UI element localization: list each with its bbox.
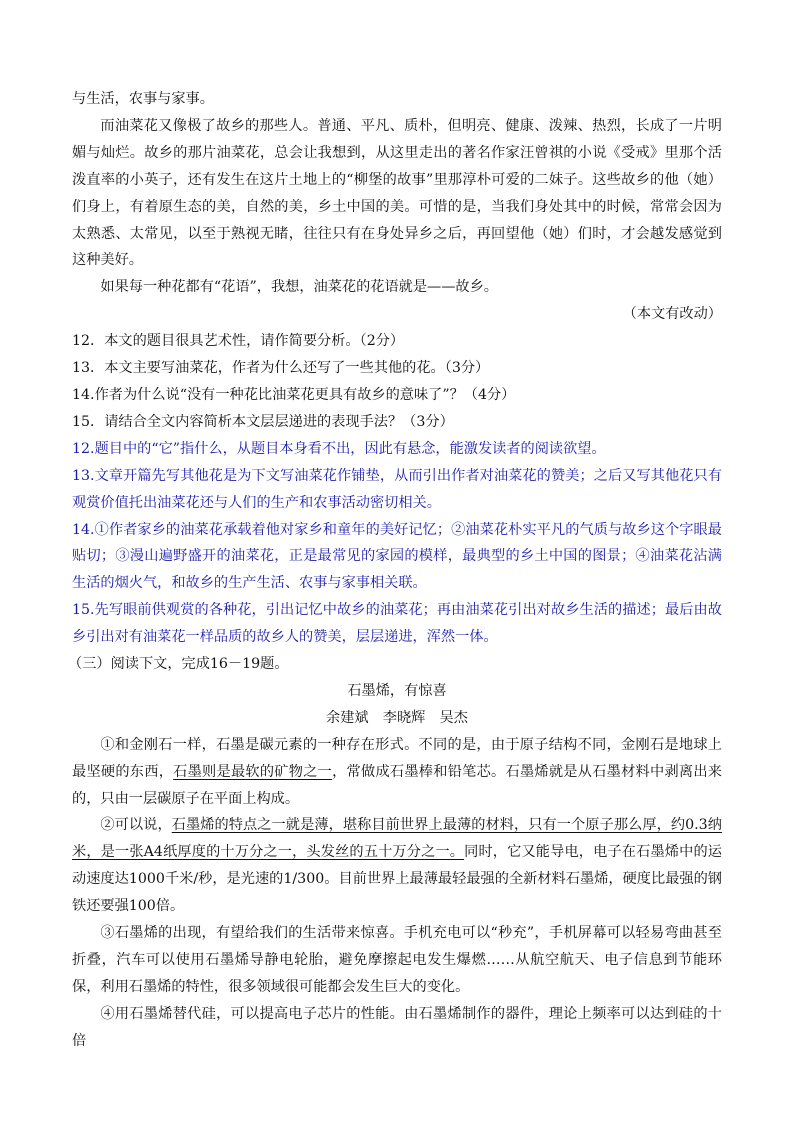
answer-12: 12.题目中的“它”指什么，从题目本身看不出，因此有悬念，能激发读者的阅读欲望。 [72,440,606,457]
paragraph-3: ③石墨烯的出现，有望给我们的生活带来惊喜。手机充电可以“秒充”，手机屏幕可以轻易弯曲甚至折叠，汽车可以使用石墨烯导静电轮胎，避免摩擦起电发生爆燃……从航空航天、电子信息到节能环保，利用石墨烯的特性，很多领域很可能都会发生巨大的变化。 [72,925,722,995]
paragraph: 如果每一种花都有“花语”，我想，油菜花的花语就是——故乡。 [100,279,498,296]
revision-note: （本文有改动） [622,306,722,323]
text: ，常做成石墨棒和铅笔芯。石墨烯就是从石墨材料中剥离出来的，只由一层碳原子在平面上构成。 [72,763,722,807]
answer-14: 14.①作者家乡的油菜花承载着他对家乡和童年的美好记忆；②油菜花朴实平凡的气质与故乡这个字眼最贴切；③漫山遍野盛开的油菜花，正是最常见的家园的模样，最典型的乡土中国的图景；④油菜花沾满生活的烟火气，和故乡的生产生活、农事与家事相关联。 [72,521,722,592]
text-continuation: 与生活，农事与家事。 [72,91,214,107]
question-13: 13．本文主要写油菜花，作者为什么还写了一些其他的花。（3分） [72,360,490,377]
article-title: 石墨烯，有惊喜 [347,682,447,699]
paragraph-2 [72,812,722,920]
text: ①和金刚石一样，石墨是碳元素的一种存在形式。不同的是，由于原子结构不同，金刚石是地球上最坚硬的东西， [72,736,722,780]
paragraph: 而油菜花又像极了故乡的那些人。普通、平凡、质朴，但明亮、健康、泼辣、热烈，长成了一片明媚与灿烂。故乡的那片油菜花，总会让我想到，从这里走出的著名作家汪曾祺的小说《受戒》里那个活泼直率的小英子，还有发生在这片土地上的“柳堡的故事”里那淳朴可爱的二妹子。这些故乡的他（她）们身上，有着原生态的美，自然的美，乡土中国的美。可惜的是，当我们身处其中的时候，常常会因为太熟悉、太常见，以至于熟视无睹，往往只有在身处异乡之后，再回望他（她）们时，才会越发感觉到这种美好。 [72,117,722,269]
text: 同时，它又能导电，电子在石墨烯中的运动速度达1000千米/秒，是光速的1/300。目前世界上最薄最轻最强的全新材料石墨烯，硬度比最强的钢铁还要强100倍。 [72,844,722,915]
answer-15: 15.先写眼前供观赏的各种花，引出记忆中故乡的油菜花；再由油菜花引出对故乡生活的描述；最后由故乡引出对有油菜花一样品质的故乡人的赞美，层层递进，浑然一体。 [72,602,722,646]
answer-13: 13.文章开篇先写其他花是为下文写油菜花作铺垫，从而引出作者对油菜花的赞美；之后又写其他花只有观赏价值托出油菜花还与人们的生产和农事活动密切相关。 [72,467,722,511]
article-authors: 余建斌 李晓辉 吴杰 [326,709,468,726]
question-12: 12．本文的题目很具艺术性，请作简要分析。（2分） [72,333,405,350]
paragraph-4: ④用石墨烯替代硅，可以提高电子芯片的性能。由石墨烯制作的器件，理论上频率可以达到硅的十倍 [72,1005,722,1049]
question-15: 15．请结合全文内容简析本文层层递进的表现手法？（3分） [72,413,454,430]
underlined-text: 石墨烯的特点之一就是薄，堪称目前世界上最薄的材料，只有一个原子那么厚，约0.3纳米，是一张A4纸厚度的十万分之一，头发丝的五十万分之一。 [72,817,722,861]
underlined-text: 石墨则是最软的矿物之一 [173,763,333,780]
text: ②可以说， [100,817,172,834]
paragraph-1 [72,732,722,813]
section-intro: （三）阅读下文，完成16－19题。 [68,656,289,673]
question-14: 14.作者为什么说“没有一种花比油菜花更具有故乡的意味了”？（4分） [72,386,516,403]
document-page [68,86,722,1055]
